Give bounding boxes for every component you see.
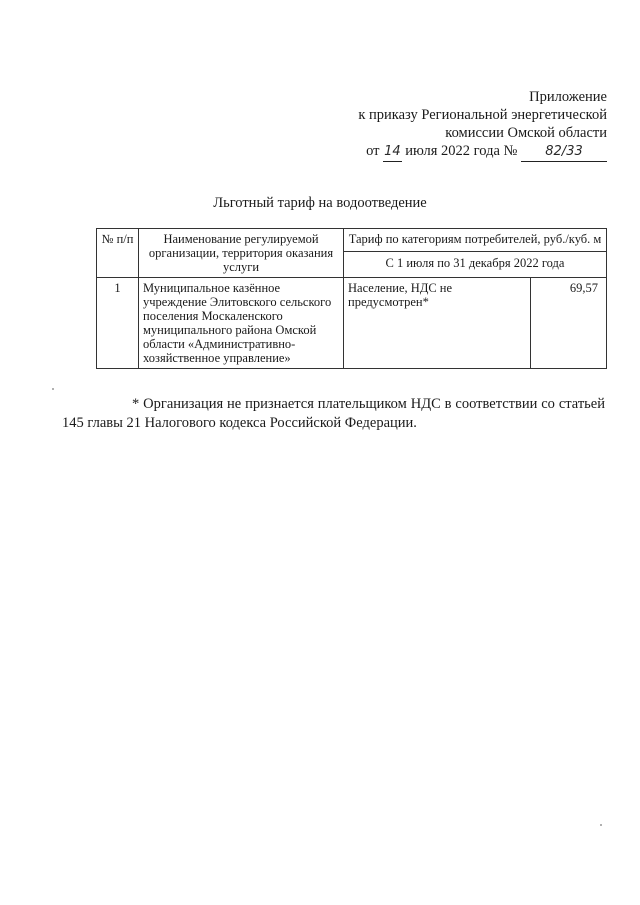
appendix-label: Приложение [529,89,607,105]
table-header-row [97,229,607,252]
scan-speck [600,824,602,826]
header-name: Наименование регулируемой организации, территория оказания услуги [139,229,344,278]
tariff-table [96,228,607,369]
header-tariff: Тариф по категориям потребителей, руб./куб. м [344,229,607,252]
row-organization: Муниципальное казённое учреждение Элитовского сельского поселения Москаленского муниципального района Омской области «Административно-хозяйственное управление» [139,278,344,369]
order-date-line [358,142,607,162]
order-reference: к приказу Региональной энергетической [358,107,607,123]
document-title: Льготный тариф на водоотведение [213,195,427,211]
date-prefix: от [366,143,380,159]
scan-speck [52,388,54,390]
header-num: № п/п [97,229,139,278]
row-num: 1 [97,278,139,369]
document-header [358,88,607,162]
vat-footnote: * Организация не признается плательщиком НДС в соответствии со статьей 145 главы 21 Налогового кодекса Российской Федерации. [62,396,605,431]
row-category: Население, НДС не предусмотрен* [344,278,531,369]
order-number-handwritten: 82/33 [521,143,607,162]
row-tariff-value: 69,57 [531,278,607,369]
table-row [97,278,607,369]
date-day-handwritten: 14 [383,143,402,162]
header-period: С 1 июля по 31 декабря 2022 года [344,252,607,278]
commission-name: комиссии Омской области [445,125,607,141]
date-rest: июля 2022 года № [405,143,518,159]
